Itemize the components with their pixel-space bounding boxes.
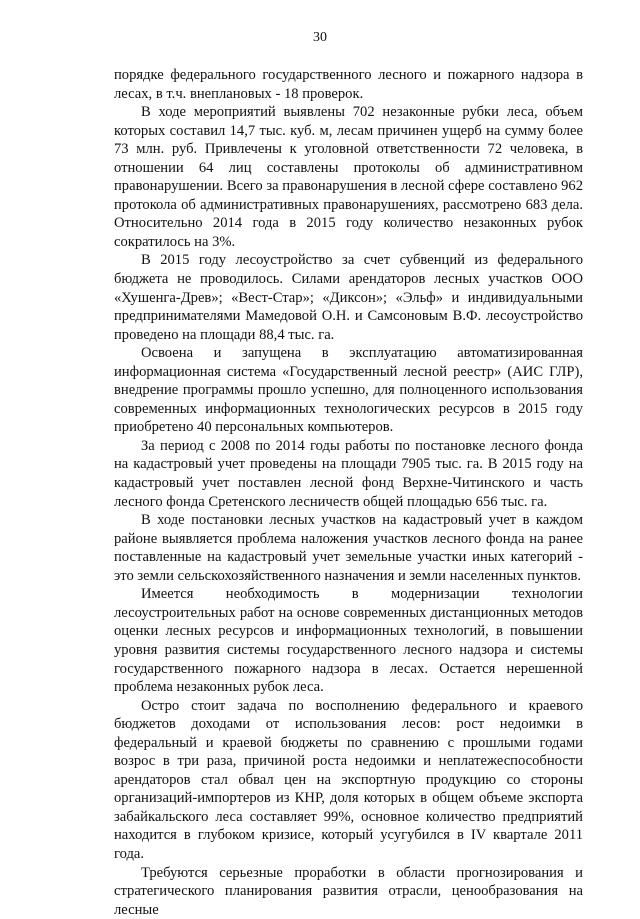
paragraph-strategic-planning: Требуются серьезные проработки в области прогнозирования и стратегического планирования развития отрасли, ценообразования на лесные — [114, 864, 583, 918]
paragraph-illegal-logging: В ходе мероприятий выявлены 702 незаконные рубки леса, объем которых составил 14,7 тыс. куб. м, лесам причинен ущерб на сумму более 73 млн. руб. Привлечены к уголовной ответственности 72 человека, в отношении 64 лиц составлены протоколы об административном правонарушении. Всего за правонарушения в лесной сфере составлено 962 протокола об административных правонарушениях, рассмотрено 683 дела. Относительно 2014 года в 2015 году количество незаконных рубок сократилось на 3%. — [114, 104, 583, 250]
paragraph-information-system: Освоена и запущена в эксплуатацию автоматизированная информационная система «Государственный лесной реестр» (АИС ГЛР), внедрение программы прошло успешно, для полноценного использования современных информационных технологических ресурсов в 2015 году приобретено 40 персональных компьютеров. — [114, 345, 583, 436]
paragraph-forest-management: В 2015 году лесоустройство за счет субвенций из федерального бюджета не проводилось. Силами арендаторов лесных участков ООО «Хушенга-Древ»; «Вест-Стар»; «Диксон»; «Эльф» и индивидуальными предпринимателями Мамедовой О.Н. и Самсоновым В.Ф. лесоустройство проведено на площади 88,4 тыс. га. — [114, 252, 583, 343]
paragraph-budget-revenue: Остро стоит задача по восполнению федерального и краевого бюджетов доходами от использования лесов: рост недоимки в федеральный и краевой бюджеты по сравнению с прошлыми годами возрос в три раза, причиной роста недоимки и неплатежеспособности арендаторов стал обвал цен на экспортную продукцию со стороны организаций-импортеров из КНР, доля которых в общем объеме экспорта забайкальского леса составляет 99%, основное количество предприятий находится в глубоком кризисе, который усугубился в IV квартале 2011 года. — [114, 697, 583, 862]
page-number: 30 — [313, 30, 327, 45]
paragraph-inspections-continuation: порядке федерального государственного лесного и пожарного надзора в лесах, в т.ч. внеплановых - 18 проверок. — [114, 67, 583, 102]
document-body — [114, 66, 583, 919]
paragraph-modernization-need: Имеется необходимость в модернизации технологии лесоустроительных работ на основе современных дистанционных методов оценки лесных ресурсов и информационных технологий, в повышении уровня развития системы государственного лесного надзора и системы государственного пожарного надзора в лесах. Остается нерешенной проблема незаконных рубок леса. — [114, 586, 583, 696]
paragraph-cadastral-registration: За период с 2008 по 2014 годы работы по постановке лесного фонда на кадастровый учет проведены на площади 7905 тыс. га. В 2015 году на кадастровый учет поставлен лесной фонд Верхне-Читинского и часть лесного фонда Сретенского лесничеств общей площадью 656 тыс. га. — [114, 437, 583, 510]
paragraph-land-overlap: В ходе постановки лесных участков на кадастровый учет в каждом районе выявляется проблема наложения участков лесного фонда на ранее поставленные на кадастровый учет земельные участки иных категорий - это земли сельскохозяйственного назначения и земли населенных пунктов. — [114, 512, 583, 584]
